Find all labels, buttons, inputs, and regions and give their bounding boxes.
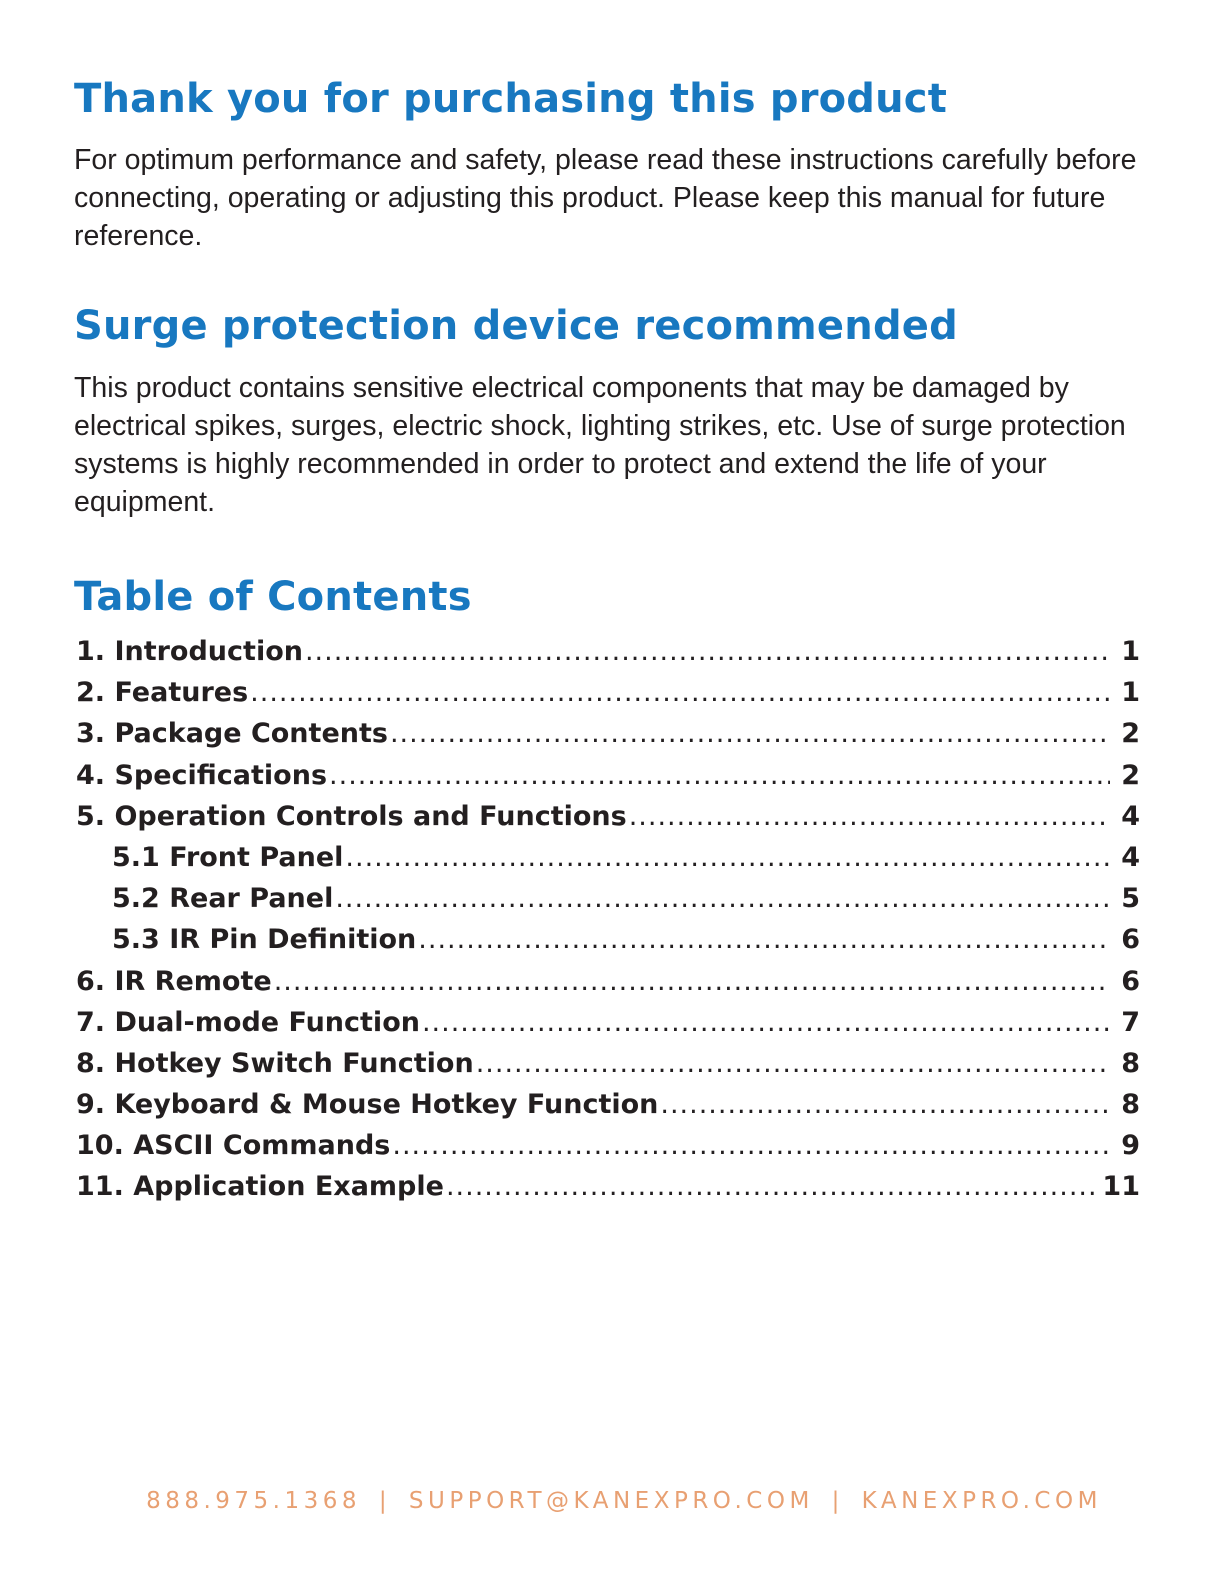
toc-item-page: 6 xyxy=(1121,924,1140,956)
toc-leader-dots xyxy=(629,801,1110,832)
toc-item-page: 2 xyxy=(1121,718,1140,750)
toc-item-page: 6 xyxy=(1121,965,1140,997)
toc-item-label: 5.3 IR Pin Definition xyxy=(112,924,417,956)
toc-item-page: 4 xyxy=(1121,841,1140,873)
thanks-heading: Thank you for purchasing this product xyxy=(74,76,948,122)
toc-item-label: 5.2 Rear Panel xyxy=(112,883,334,915)
footer-phone[interactable]: 888.975.1368 xyxy=(146,1488,362,1514)
toc-leader-dots xyxy=(274,966,1110,997)
toc-item-keyboard-mouse-hotkey[interactable] xyxy=(76,1089,1140,1130)
toc-leader-dots xyxy=(345,842,1110,873)
toc-item-page: 8 xyxy=(1121,1089,1140,1121)
thanks-paragraph: For optimum performance and safety, please read these instructions carefully before connecting, operating or adjusting this product. Please keep this manual for future reference. xyxy=(74,144,1137,252)
toc-leader-dots xyxy=(390,718,1110,749)
toc-item-page: 8 xyxy=(1121,1047,1140,1079)
table-of-contents xyxy=(76,636,1140,1213)
toc-item-page: 2 xyxy=(1121,759,1140,791)
toc-leader-dots xyxy=(335,883,1110,914)
toc-leader-dots xyxy=(418,924,1110,955)
toc-item-front-panel[interactable] xyxy=(76,842,1140,883)
toc-item-package-contents[interactable] xyxy=(76,718,1140,759)
toc-item-label: 9. Keyboard & Mouse Hotkey Function xyxy=(76,1089,659,1121)
footer-email-link[interactable]: SUPPORT@KANEXPRO.COM xyxy=(408,1488,814,1514)
toc-item-features[interactable] xyxy=(76,677,1140,718)
toc-item-rear-panel[interactable] xyxy=(76,883,1140,924)
toc-leader-dots xyxy=(660,1089,1110,1120)
toc-item-label: 8. Hotkey Switch Function xyxy=(76,1047,474,1079)
toc-item-label: 6. IR Remote xyxy=(76,965,272,997)
toc-leader-dots xyxy=(422,1007,1110,1038)
toc-item-ascii-commands[interactable] xyxy=(76,1130,1140,1171)
toc-item-dual-mode[interactable] xyxy=(76,1007,1140,1048)
toc-item-label: 11. Application Example xyxy=(76,1171,444,1203)
toc-item-page: 9 xyxy=(1121,1130,1140,1162)
toc-item-label: 5.1 Front Panel xyxy=(112,841,344,873)
toc-item-page: 1 xyxy=(1121,636,1140,667)
toc-item-label: 10. ASCII Commands xyxy=(76,1130,391,1162)
toc-leader-dots xyxy=(476,1048,1110,1079)
toc-leader-dots xyxy=(446,1171,1098,1202)
surge-paragraph: This product contains sensitive electrical components that may be damaged by electrical spikes, surges, electric shock, lighting strikes, etc. Use of surge protection systems is highly recommended in order to protect and extend the life of your equipment. xyxy=(74,372,1126,518)
toc-item-specifications[interactable] xyxy=(76,760,1140,801)
surge-heading: Surge protection device recommended xyxy=(74,303,958,349)
footer-separator: | xyxy=(831,1488,844,1514)
toc-leader-dots xyxy=(250,677,1110,708)
toc-item-page: 4 xyxy=(1121,800,1140,832)
toc-item-page: 1 xyxy=(1121,677,1140,709)
toc-item-ir-pin-definition[interactable] xyxy=(76,924,1140,965)
toc-item-introduction[interactable] xyxy=(76,636,1140,677)
contact-footer xyxy=(0,1488,1224,1514)
toc-item-application-example[interactable] xyxy=(76,1171,1140,1212)
toc-leader-dots xyxy=(305,636,1110,667)
toc-leader-dots xyxy=(392,1130,1110,1161)
toc-item-page: 7 xyxy=(1121,1006,1140,1038)
toc-item-label: 4. Specifications xyxy=(76,759,328,791)
toc-item-label: 7. Dual-mode Function xyxy=(76,1006,420,1038)
toc-item-page: 11 xyxy=(1102,1171,1140,1203)
toc-item-label: 5. Operation Controls and Functions xyxy=(76,800,627,832)
toc-item-label: 3. Package Contents xyxy=(76,718,388,750)
toc-heading: Table of Contents xyxy=(74,574,472,620)
footer-website-link[interactable]: KANEXPRO.COM xyxy=(861,1488,1102,1514)
toc-item-hotkey-switch[interactable] xyxy=(76,1048,1140,1089)
toc-item-ir-remote[interactable] xyxy=(76,966,1140,1007)
toc-item-operation-controls[interactable] xyxy=(76,801,1140,842)
toc-item-label: 2. Features xyxy=(76,677,249,709)
footer-separator: | xyxy=(378,1488,392,1514)
toc-item-page: 5 xyxy=(1121,883,1140,915)
toc-item-label: 1. Introduction xyxy=(76,636,303,667)
toc-leader-dots xyxy=(329,760,1110,791)
